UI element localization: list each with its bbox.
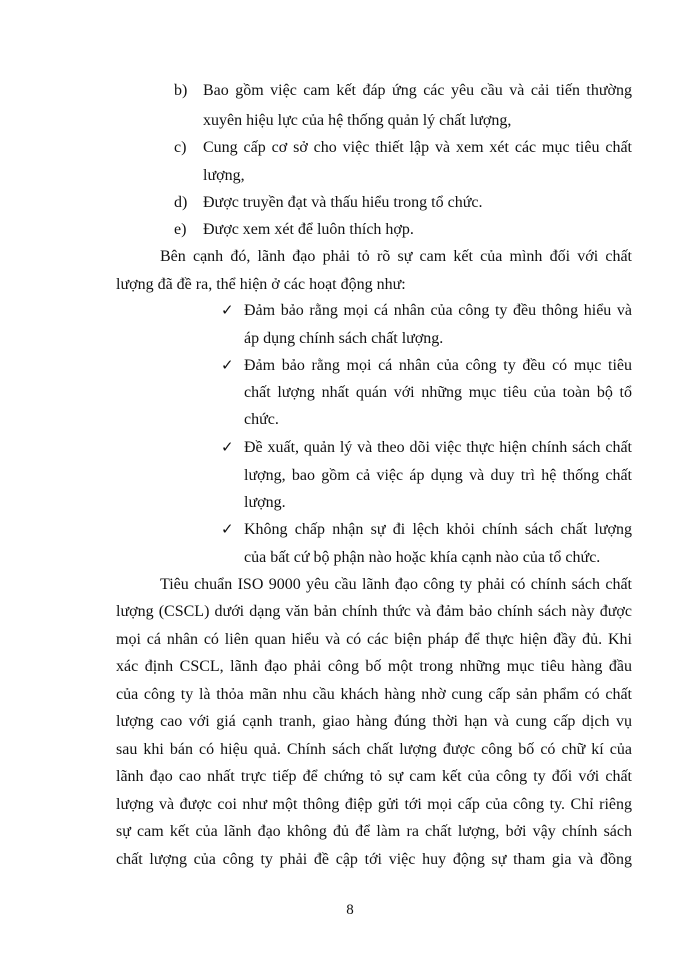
list-marker-d: d) xyxy=(174,194,188,211)
list-item-b-line-2: xuyên hiệu lực của hệ thống quản lý chất lượng, xyxy=(203,112,512,129)
paragraph-line-4: xác định CSCL, lãnh đạo phải công bố một trong những mục tiêu hàng đầu xyxy=(116,658,632,675)
paragraph-line-9: lượng và được coi như một thông điệp gửi tới mọi cấp của công ty. Chỉ riêng xyxy=(116,796,632,813)
list-marker-e: e) xyxy=(174,221,187,238)
intro-line-2: lượng đã đề ra, thể hiện ở các hoạt động như: xyxy=(116,276,406,293)
check-item-3-line-3: lượng. xyxy=(244,494,286,511)
paragraph-line-1: Tiêu chuẩn ISO 9000 yêu cầu lãnh đạo công ty phải có chính sách chất xyxy=(160,576,632,593)
check-item-3-line-1: Đề xuất, quản lý và theo dõi việc thực hiện chính sách chất xyxy=(244,439,632,456)
check-item-2-line-2: chất lượng nhất quán với những mục tiêu của toàn bộ tổ xyxy=(244,384,632,401)
check-item-2-line-3: chức. xyxy=(244,411,279,428)
checkmark-icon: ✓ xyxy=(221,520,234,538)
paragraph-line-6: lượng cao với giá cạnh tranh, giao hàng đúng thời hạn và cung cấp dịch vụ xyxy=(116,713,632,730)
paragraph-line-3: mọi cá nhân có liên quan hiểu và có các biện pháp để thực hiện đầy đủ. Khi xyxy=(116,631,632,648)
check-item-1-line-1: Đảm bảo rằng mọi cá nhân của công ty đều thông hiểu và xyxy=(244,302,632,319)
list-item-d-line-1: Được truyền đạt và thấu hiểu trong tổ chức. xyxy=(203,194,483,211)
check-item-1-line-2: áp dụng chính sách chất lượng. xyxy=(244,330,444,347)
checkmark-icon: ✓ xyxy=(221,438,234,456)
check-item-2-line-1: Đảm bảo rằng mọi cá nhân của công ty đều có mục tiêu xyxy=(244,357,632,374)
list-item-b-line-1: Bao gồm việc cam kết đáp ứng các yêu cầu và cải tiến thường xyxy=(203,82,632,99)
checkmark-icon: ✓ xyxy=(221,356,234,374)
check-item-3-line-2: lượng, bao gồm cả việc áp dụng và duy trì hệ thống chất xyxy=(244,467,632,484)
paragraph-line-8: lãnh đạo cao nhất trực tiếp để chứng tỏ sự cam kết của công ty đối với chất xyxy=(116,768,632,785)
paragraph-line-11: chất lượng của công ty phải đề cập tới việc huy động sự tham gia và đồng xyxy=(116,851,632,868)
paragraph-line-5: của công ty là thỏa mãn nhu cầu khách hàng nhờ cung cấp sản phẩm có chất xyxy=(116,686,632,703)
page-number: 8 xyxy=(346,902,354,918)
checkmark-icon: ✓ xyxy=(221,301,234,319)
list-marker-b: b) xyxy=(174,82,188,99)
check-item-4-line-1: Không chấp nhận sự đi lệch khỏi chính sách chất lượng xyxy=(244,521,632,538)
intro-line-1: Bên cạnh đó, lãnh đạo phải tỏ rõ sự cam kết của mình đối với chất xyxy=(160,248,632,265)
paragraph-line-2: lượng (CSCL) dưới dạng văn bản chính thức và đảm bảo chính sách này được xyxy=(116,603,632,620)
paragraph-line-7: sau khi bán có hiệu quả. Chính sách chất lượng được công bố có chữ kí của xyxy=(116,741,632,758)
list-item-e-line-1: Được xem xét để luôn thích hợp. xyxy=(203,221,414,238)
paragraph-line-10: sự cam kết của lãnh đạo không đủ để làm ra chất lượng, bởi vậy chính sách xyxy=(116,823,632,840)
list-item-c-line-2: lượng, xyxy=(203,167,245,184)
list-marker-c: c) xyxy=(174,139,187,156)
list-item-c-line-1: Cung cấp cơ sở cho việc thiết lập và xem xét các mục tiêu chất xyxy=(203,139,632,156)
check-item-4-line-2: của bất cứ bộ phận nào hoặc khía cạnh nào của tổ chức. xyxy=(244,549,601,566)
